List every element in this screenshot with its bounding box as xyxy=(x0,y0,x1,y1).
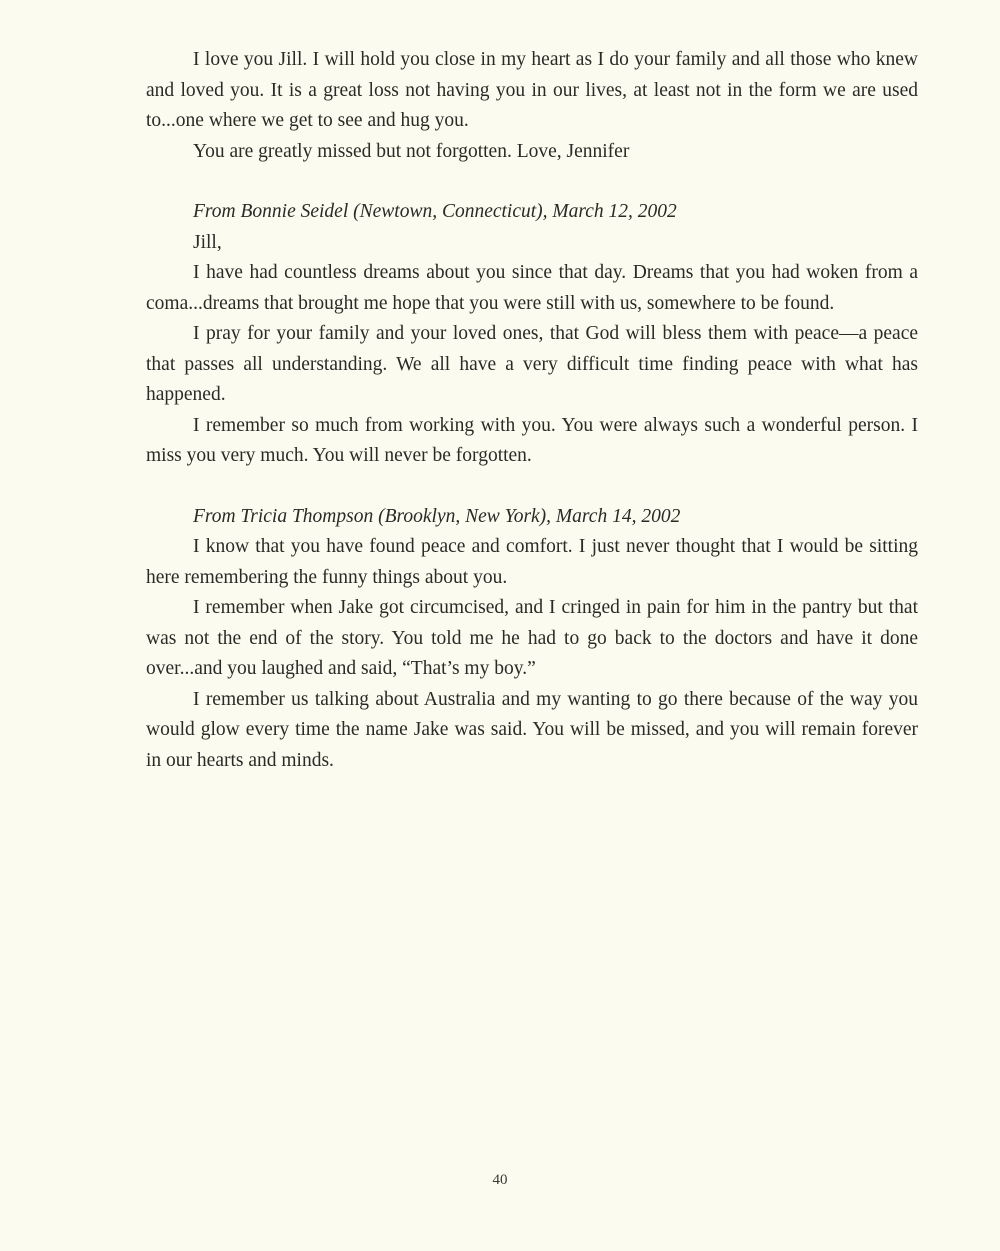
letter-heading: From Bonnie Seidel (Newtown, Connecticut), March 12, 2002 xyxy=(193,201,677,222)
letter-heading: From Tricia Thompson (Brooklyn, New York), March 14, 2002 xyxy=(193,505,681,527)
page-number: 40 xyxy=(492,1172,508,1188)
letter-paragraph: I love you Jill. I will hold you close in my heart as I do your family and all those who knew and loved you. It is a great loss not having you in our lives, at least not in the form we are used to...one where we get to see and hug you. xyxy=(146,49,918,131)
section-gap xyxy=(146,167,918,197)
letter-paragraph: I remember when Jake got circumcised, and I cringed in pain for him in the pantry but that was not the end of the story. You told me he had to go back to the doctors and have it done over...and you laughed and said, “That’s my boy.” xyxy=(146,597,918,679)
letter-paragraph: You are greatly missed but not forgotten. Love, Jennifer xyxy=(193,140,630,162)
section-gap xyxy=(146,472,918,502)
letter-paragraph: I know that you have found peace and comfort. I just never thought that I would be sitting here remembering the funny things about you. xyxy=(146,536,918,588)
letter-paragraph: I remember us talking about Australia and my wanting to go there because of the way you would glow every time the name Jake was said. You will be missed, and you will remain forever in our hearts and minds. xyxy=(146,688,918,771)
letter-paragraph: I pray for your family and your loved ones, that God will bless them with peace—a peace that passes all understanding. We all have a very difficult time finding peace with what has happened. xyxy=(146,323,918,405)
letter-salutation: Jill, xyxy=(193,231,222,253)
letter-paragraph: I have had countless dreams about you since that day. Dreams that you had woken from a coma...dreams that brought me hope that you were still with us, somewhere to be found. xyxy=(146,262,918,314)
letter-paragraph: I remember so much from working with you. You were always such a wonderful person. I miss you very much. You will never be forgotten. xyxy=(146,414,918,466)
page-body xyxy=(146,45,918,776)
